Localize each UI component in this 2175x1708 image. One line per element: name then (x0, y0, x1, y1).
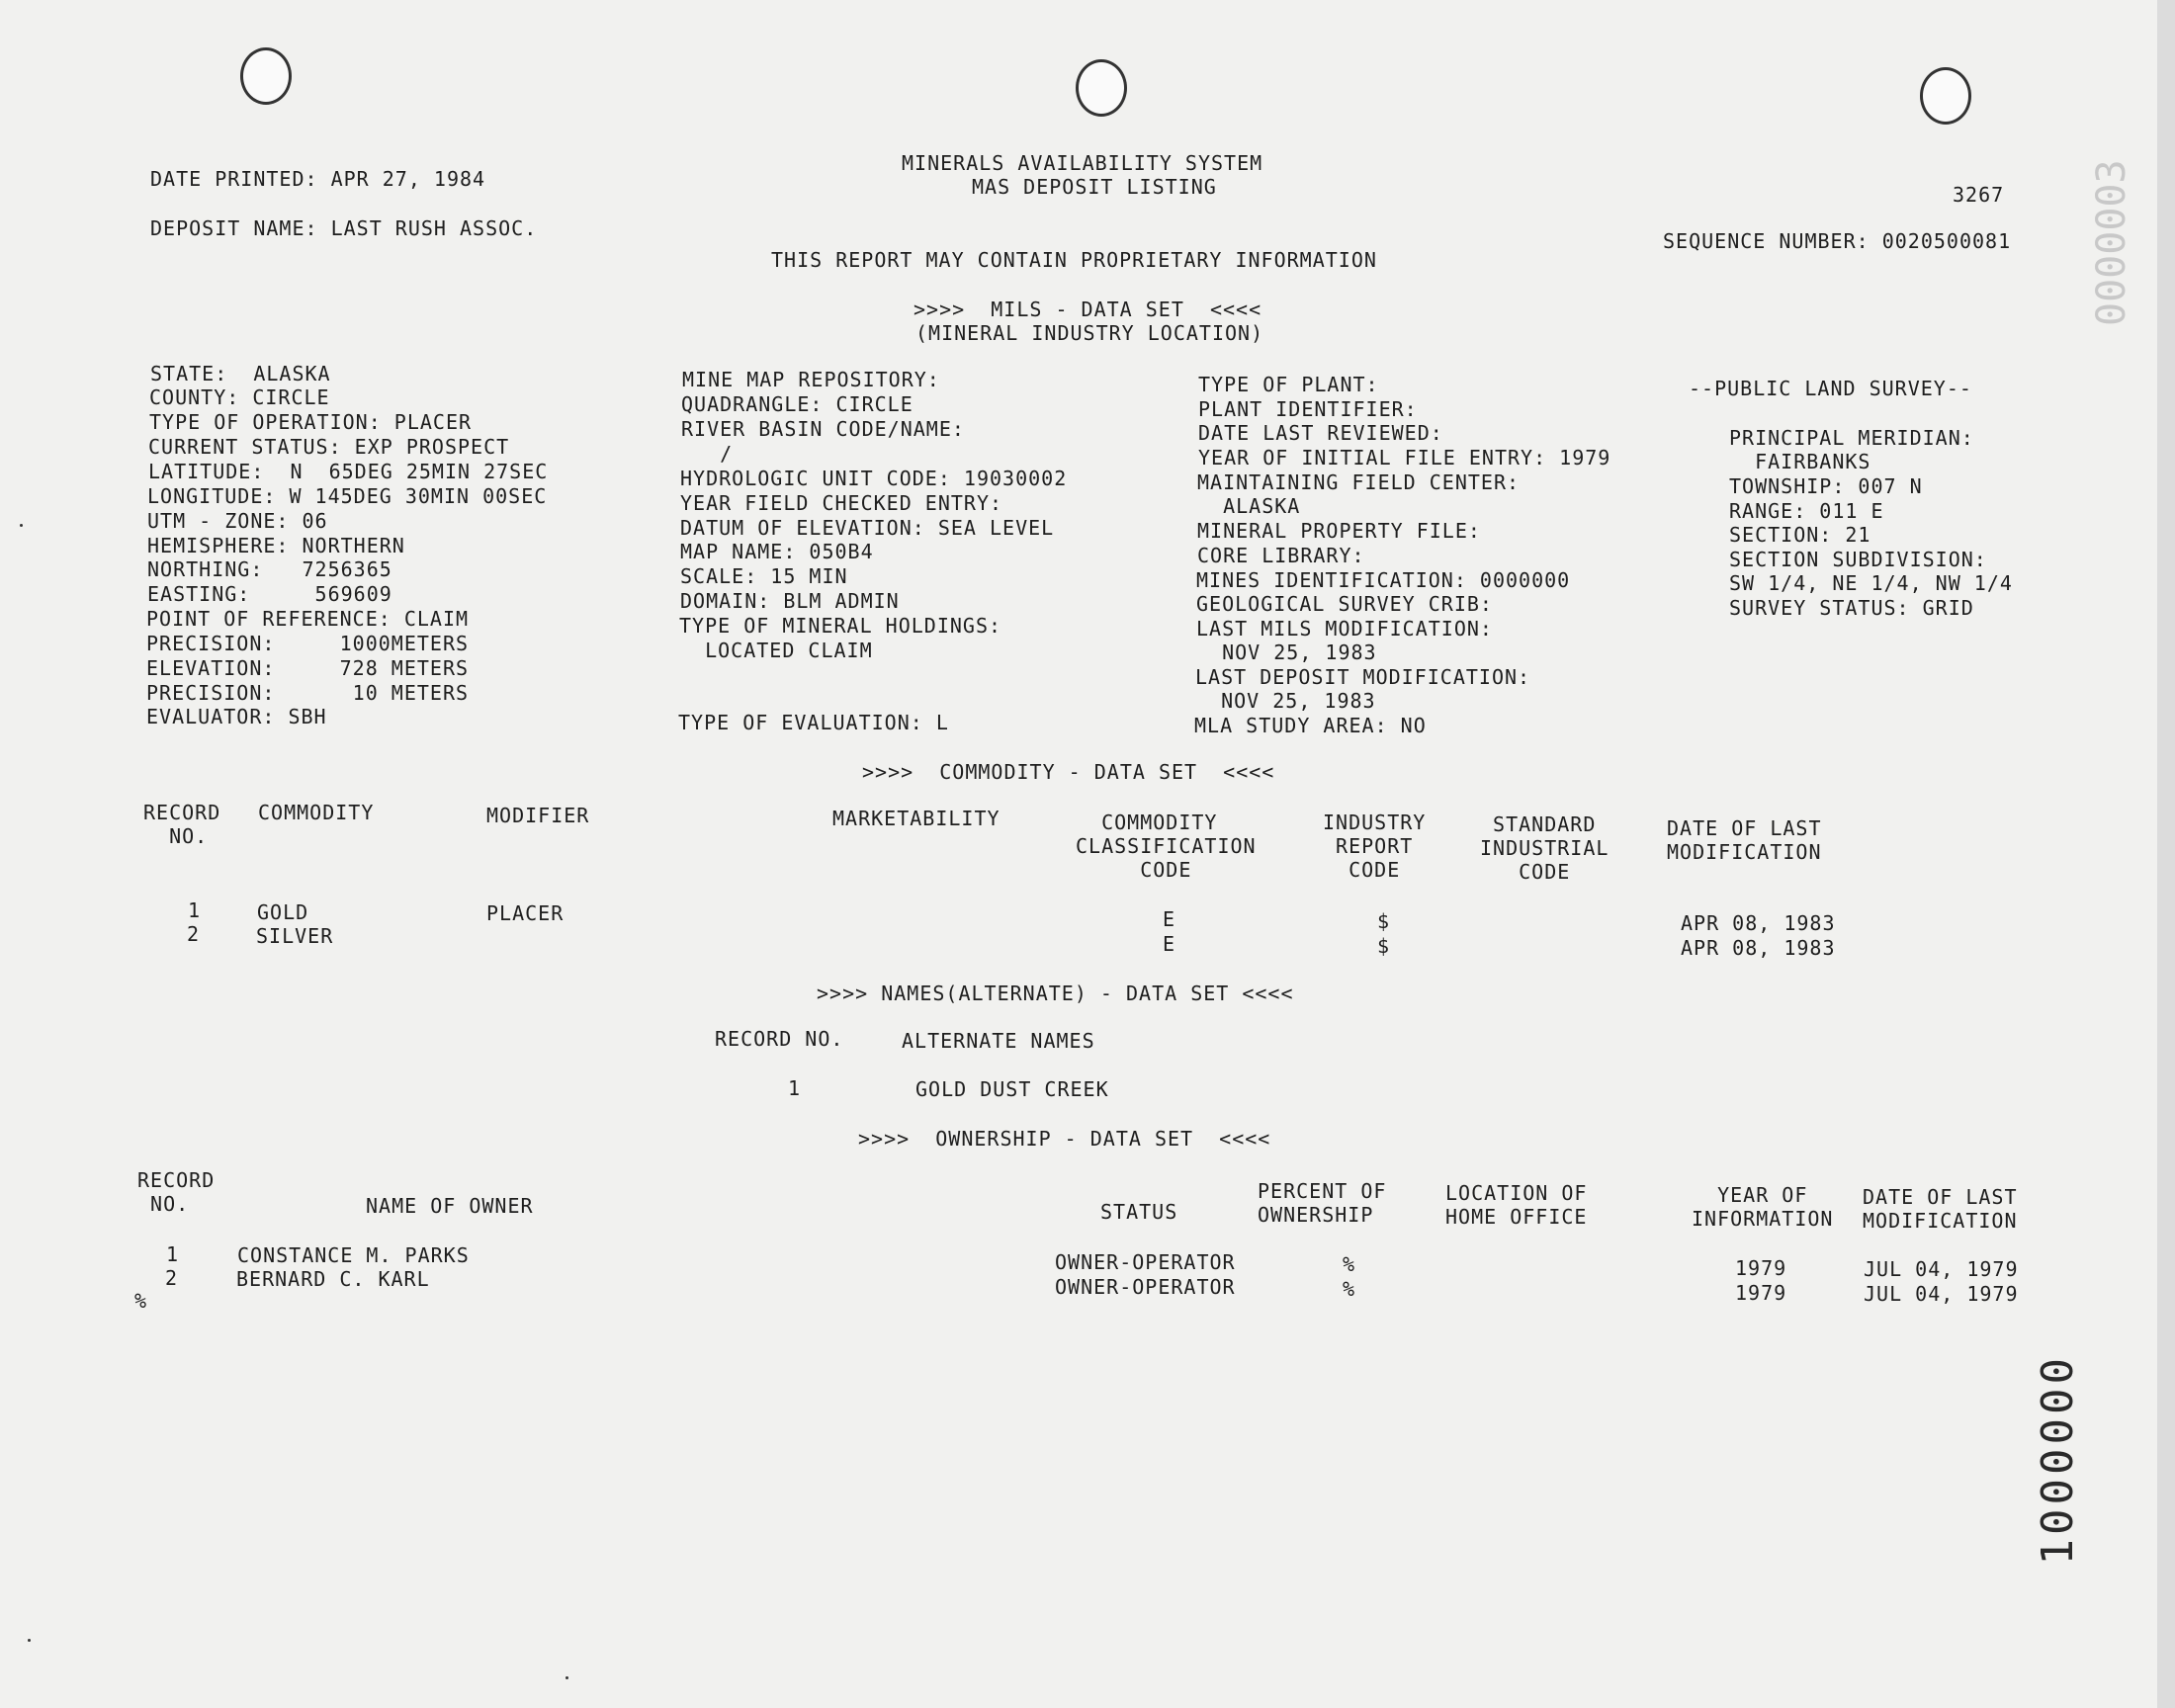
commodity-header-commodity: COMMODITY (258, 801, 375, 824)
commodity-header-sic: STANDARD INDUSTRIAL CODE (1480, 812, 1610, 884)
ownership-section-title: >>>> OWNERSHIP - DATA SET <<<< (858, 1127, 1271, 1151)
elevation-field: ELEVATION: 728 METERS (146, 656, 470, 680)
names-row-name: GOLD DUST CREEK (915, 1077, 1109, 1101)
commodity-row-date: APR 08, 1983 (1681, 911, 1836, 935)
mils-section-subtitle: (MINERAL INDUSTRY LOCATION) (915, 321, 1264, 345)
ownership-row-no: 1 (166, 1242, 180, 1266)
speck-mark (566, 1676, 568, 1679)
utm-zone-field: UTM - ZONE: 06 (147, 509, 328, 533)
plant-identifier-field: PLANT IDENTIFIER: (1198, 397, 1418, 421)
state-field: STATE: ALASKA (150, 362, 331, 385)
operation-type-field: TYPE OF OPERATION: PLACER (149, 410, 473, 434)
punch-hole-center (1076, 59, 1127, 117)
principal-meridian-value: FAIRBANKS (1729, 450, 1871, 473)
margin-stamp-bottom: 1000000 (2033, 1354, 2083, 1566)
commodity-row-class-code: E (1163, 932, 1176, 956)
commodity-row-name: SILVER (256, 924, 334, 948)
scale-field: SCALE: 15 MIN (680, 564, 848, 588)
latitude-field: LATITUDE: N 65DEG 25MIN 27SEC (148, 460, 549, 483)
ownership-row-no: 2 (165, 1266, 179, 1290)
easting-field: EASTING: 569609 (147, 582, 392, 606)
margin-stamp-top: 0000003 (2089, 159, 2134, 326)
speck-mark (28, 1639, 31, 1642)
section-subdivision-field: SECTION SUBDIVISION: (1729, 548, 1987, 571)
public-land-survey-title: --PUBLIC LAND SURVEY-- (1689, 377, 1972, 400)
hemisphere-field: HEMISPHERE: NORTHERN (147, 534, 405, 557)
year-field-checked-field: YEAR FIELD CHECKED ENTRY: (680, 491, 1003, 515)
names-section-title: >>>> NAMES(ALTERNATE) - DATA SET <<<< (817, 982, 1294, 1005)
county-field: COUNTY: CIRCLE (149, 385, 330, 409)
ownership-row-status: OWNER-OPERATOR (1055, 1250, 1236, 1274)
core-library-field: CORE LIBRARY: (1197, 544, 1365, 567)
field-center-field: MAINTAINING FIELD CENTER: (1197, 470, 1521, 494)
names-header-names: ALTERNATE NAMES (902, 1029, 1095, 1053)
commodity-header-record: RECORD NO. (143, 801, 221, 848)
commodity-header-industry: INDUSTRY REPORT CODE (1323, 811, 1427, 882)
commodity-row-date: APR 08, 1983 (1681, 936, 1836, 960)
date-printed: DATE PRINTED: APR 27, 1984 (150, 167, 486, 191)
page-edge-shadow (2157, 0, 2175, 1708)
principal-meridian-field: PRINCIPAL MERIDIAN: (1729, 426, 1974, 450)
commodity-row-name: GOLD (257, 900, 309, 924)
commodity-row-no: 2 (187, 922, 201, 946)
record-terminator: % (134, 1289, 148, 1313)
sequence-number: SEQUENCE NUMBER: 0020500081 (1663, 229, 2012, 253)
commodity-row-no: 1 (188, 898, 202, 922)
field-center-value: ALASKA (1197, 494, 1301, 518)
mineral-holdings-value: LOCATED CLAIM (679, 639, 873, 662)
river-basin-field: RIVER BASIN CODE/NAME: (681, 417, 965, 441)
names-header-record: RECORD NO. (715, 1027, 844, 1051)
commodity-row-industry-code: $ (1377, 909, 1391, 933)
names-row-no: 1 (788, 1076, 802, 1100)
precision-location-field: PRECISION: 1000METERS (146, 632, 470, 655)
ownership-header-year: YEAR OF INFORMATION (1692, 1183, 1834, 1231)
mineral-holdings-field: TYPE OF MINERAL HOLDINGS: (679, 614, 1002, 638)
speck-mark (20, 524, 23, 527)
ownership-row-year: 1979 (1735, 1256, 1787, 1280)
ownership-row-name: CONSTANCE M. PARKS (237, 1243, 470, 1267)
date-last-reviewed-field: DATE LAST REVIEWED: (1198, 421, 1443, 445)
type-of-plant-field: TYPE OF PLANT: (1198, 373, 1379, 396)
listing-title: MAS DEPOSIT LISTING (972, 175, 1217, 199)
ownership-row-date: JUL 04, 1979 (1864, 1257, 2019, 1281)
commodity-row-class-code: E (1163, 907, 1176, 931)
ownership-header-record: RECORD NO. (137, 1168, 216, 1216)
northing-field: NORTHING: 7256365 (147, 557, 392, 581)
commodity-header-date: DATE OF LAST MODIFICATION (1667, 816, 1822, 864)
last-mils-modification-field: LAST MILS MODIFICATION: (1196, 617, 1493, 640)
map-name-field: MAP NAME: 050B4 (680, 540, 874, 563)
system-title: MINERALS AVAILABILITY SYSTEM (902, 151, 1263, 175)
datum-of-elevation-field: DATUM OF ELEVATION: SEA LEVEL (680, 516, 1055, 540)
page-number: 3267 (1953, 183, 2005, 207)
ownership-header-location: LOCATION OF HOME OFFICE (1445, 1181, 1588, 1229)
commodity-header-modifier: MODIFIER (486, 804, 590, 827)
evaluator-field: EVALUATOR: SBH (146, 705, 327, 728)
commodity-header-classification: COMMODITY CLASSIFICATION CODE (1076, 811, 1257, 882)
section-field: SECTION: 21 (1729, 523, 1871, 547)
longitude-field: LONGITUDE: W 145DEG 30MIN 00SEC (147, 484, 548, 508)
commodity-section-title: >>>> COMMODITY - DATA SET <<<< (862, 760, 1275, 784)
ownership-header-status: STATUS (1100, 1200, 1178, 1224)
last-mils-modification-value: NOV 25, 1983 (1196, 640, 1377, 664)
ownership-header-name: NAME OF OWNER (366, 1194, 534, 1218)
type-of-evaluation-field: TYPE OF EVALUATION: L (678, 711, 949, 734)
punch-hole-left (240, 47, 292, 105)
ownership-row-name: BERNARD C. KARL (236, 1267, 430, 1291)
survey-crib-field: GEOLOGICAL SURVEY CRIB: (1196, 592, 1493, 616)
ownership-row-year: 1979 (1735, 1281, 1787, 1305)
section-subdivision-value: SW 1/4, NE 1/4, NW 1/4 (1729, 571, 2013, 595)
hydrologic-unit-field: HYDROLOGIC UNIT CODE: 19030002 (680, 467, 1068, 490)
domain-field: DOMAIN: BLM ADMIN (680, 589, 900, 613)
ownership-header-date: DATE OF LAST MODIFICATION (1863, 1185, 2018, 1233)
commodity-row-industry-code: $ (1377, 934, 1391, 958)
precision-elevation-field: PRECISION: 10 METERS (146, 681, 470, 705)
ownership-row-percent: % (1343, 1277, 1356, 1301)
last-deposit-modification-value: NOV 25, 1983 (1195, 689, 1376, 713)
commodity-header-marketability: MARKETABILITY (832, 807, 1000, 830)
quadrangle-field: QUADRANGLE: CIRCLE (681, 392, 914, 416)
ownership-row-percent: % (1343, 1252, 1356, 1276)
mines-identification-field: MINES IDENTIFICATION: 0000000 (1196, 568, 1571, 592)
ownership-row-date: JUL 04, 1979 (1864, 1282, 2019, 1306)
mla-study-area-field: MLA STUDY AREA: NO (1194, 714, 1427, 737)
last-deposit-modification-field: LAST DEPOSIT MODIFICATION: (1195, 665, 1531, 689)
range-field: RANGE: 011 E (1729, 499, 1884, 523)
survey-status-field: SURVEY STATUS: GRID (1729, 596, 1974, 620)
mineral-property-file-field: MINERAL PROPERTY FILE: (1197, 519, 1481, 543)
township-field: TOWNSHIP: 007 N (1729, 474, 1923, 498)
initial-file-entry-field: YEAR OF INITIAL FILE ENTRY: 1979 (1198, 446, 1611, 470)
commodity-row-modifier: PLACER (486, 901, 565, 925)
mils-section-title: >>>> MILS - DATA SET <<<< (914, 298, 1262, 321)
river-basin-value: / (681, 442, 734, 466)
mine-map-repository-field: MINE MAP REPOSITORY: (682, 368, 940, 391)
proprietary-notice: THIS REPORT MAY CONTAIN PROPRIETARY INFORMATION (771, 248, 1377, 272)
ownership-row-status: OWNER-OPERATOR (1055, 1275, 1236, 1299)
point-of-reference-field: POINT OF REFERENCE: CLAIM (146, 607, 470, 631)
punch-hole-right (1920, 67, 1971, 125)
deposit-name: DEPOSIT NAME: LAST RUSH ASSOC. (150, 216, 538, 240)
ownership-header-percent: PERCENT OF OWNERSHIP (1258, 1179, 1387, 1227)
current-status-field: CURRENT STATUS: EXP PROSPECT (148, 435, 510, 459)
